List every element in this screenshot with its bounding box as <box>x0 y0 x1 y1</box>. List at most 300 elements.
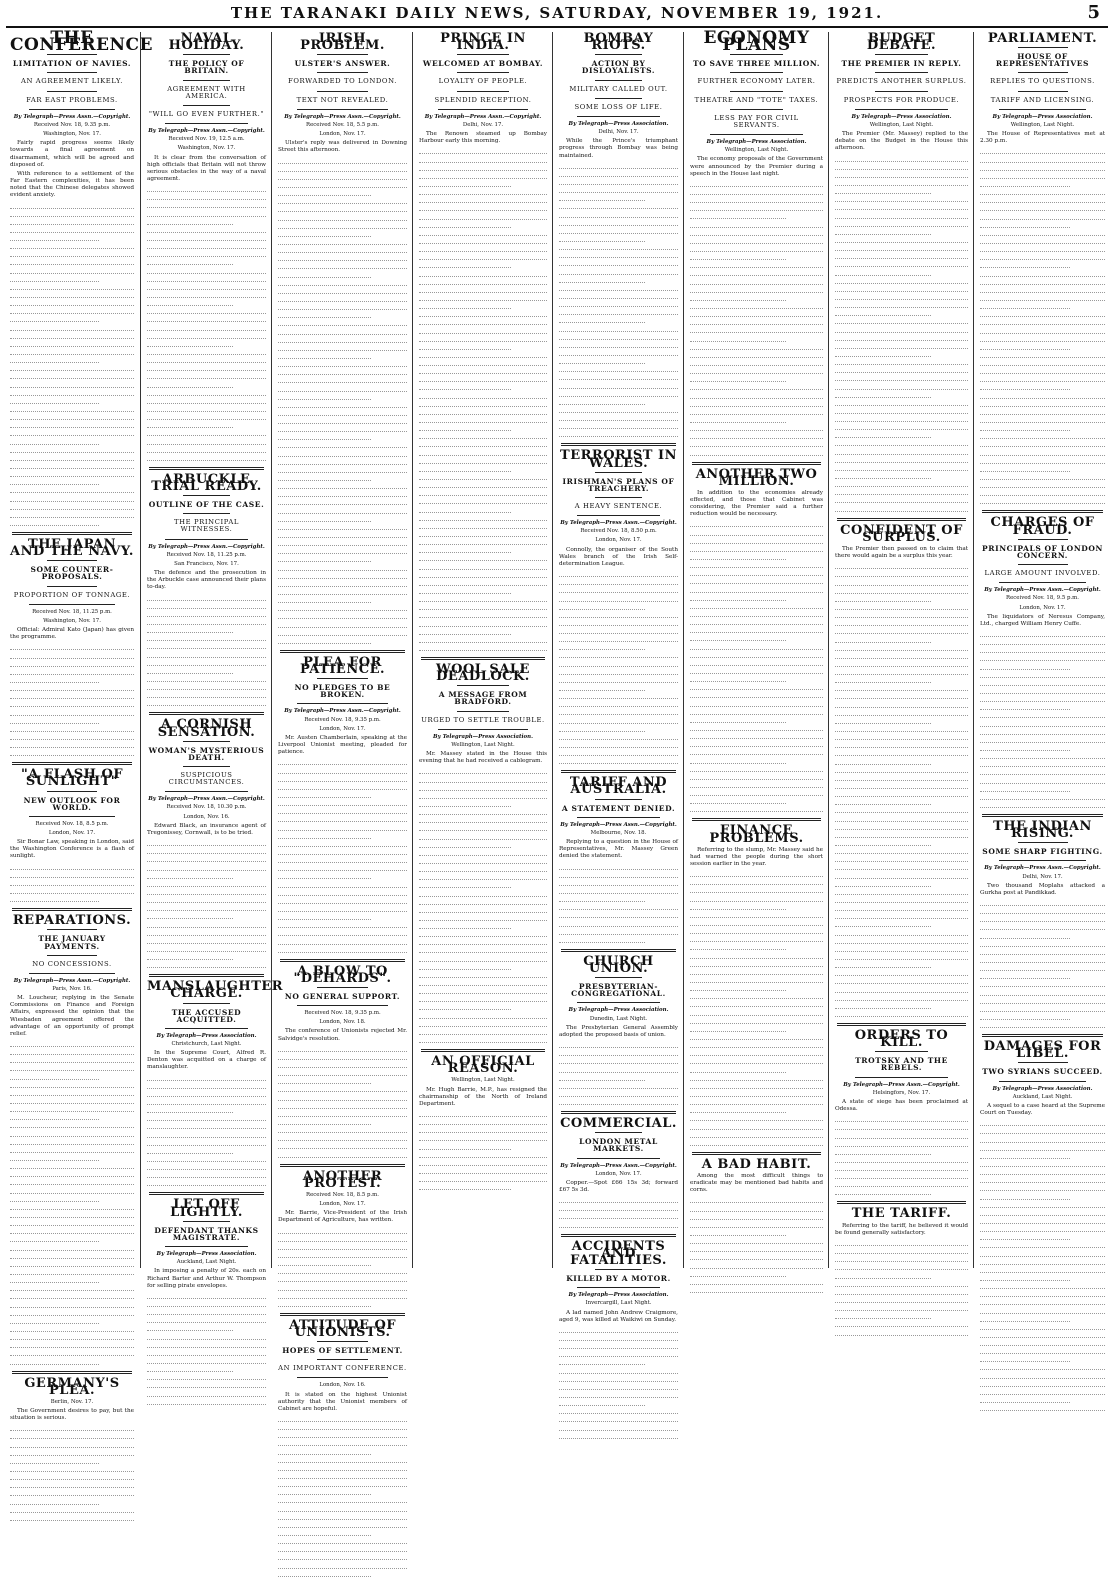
text-line <box>419 867 547 872</box>
article-continuation-text <box>147 841 266 968</box>
text-line <box>147 620 266 625</box>
text-line <box>980 722 1105 727</box>
text-line <box>419 548 511 553</box>
text-line <box>835 222 968 227</box>
article-dateline: Wellington, Last Night. <box>724 147 789 154</box>
text-line <box>690 522 823 527</box>
text-line <box>690 394 823 399</box>
text-line <box>147 612 266 617</box>
text-line <box>835 768 968 773</box>
article <box>147 467 266 707</box>
text-line <box>278 834 371 839</box>
text-line <box>559 889 678 894</box>
article-byline: By Telegraph—Press Assn.—Copyright. <box>13 113 131 120</box>
article-continuation-text <box>278 1047 407 1158</box>
text-line <box>419 532 547 537</box>
text-line <box>419 630 511 635</box>
article-divider <box>149 974 264 977</box>
text-line <box>10 1083 134 1088</box>
text-line <box>10 252 134 257</box>
text-line <box>419 565 547 570</box>
text-line <box>10 1311 134 1316</box>
text-line <box>835 230 931 235</box>
text-line <box>419 459 547 464</box>
text-line <box>419 1161 547 1166</box>
article-received-time: Received Nov. 18, 11.25 p.m. <box>166 551 247 558</box>
text-line <box>980 272 1105 277</box>
text-line <box>278 264 407 269</box>
article-paragraph: While the Prince's triumphant progress through Bombay was being maintained. <box>559 138 678 159</box>
text-line <box>835 1166 968 1171</box>
text-line <box>278 232 371 237</box>
text-line <box>980 1268 1105 1273</box>
text-line <box>278 460 407 465</box>
article-paragraph: The Premier then passed on to claim that there would again be a surplus this year. <box>835 545 968 560</box>
text-line <box>147 644 266 649</box>
headline-rule <box>999 860 1087 861</box>
text-line <box>690 1198 823 1203</box>
text-line <box>690 791 823 796</box>
text-line <box>690 742 823 747</box>
article-byline: By Telegraph—Press Assn.—Copyright. <box>984 587 1101 594</box>
article-dateline: Invercargill, Last Night. <box>585 1300 652 1307</box>
text-line <box>980 442 1105 447</box>
text-line <box>690 921 823 926</box>
text-line <box>559 270 678 275</box>
text-line <box>278 509 407 514</box>
text-line <box>278 525 407 530</box>
text-line <box>10 645 134 650</box>
text-line <box>835 833 968 838</box>
text-line <box>835 303 968 308</box>
article-dateline: Wellington, Last Night. <box>451 741 515 748</box>
text-line <box>835 922 931 927</box>
article-divider <box>982 814 1103 817</box>
article-body <box>980 614 1105 628</box>
headline-rule <box>1018 47 1068 48</box>
column-8 <box>973 32 1111 1268</box>
text-line <box>419 900 547 905</box>
article-continuation-text <box>10 865 134 903</box>
text-line <box>559 416 678 421</box>
article-subheading: WELCOMED AT BOMBAY. <box>422 59 544 69</box>
text-line <box>835 605 968 610</box>
text-line <box>835 328 968 333</box>
text-line <box>278 1055 407 1060</box>
text-line <box>835 751 968 756</box>
article-body <box>147 570 266 591</box>
text-line <box>559 335 678 340</box>
text-line <box>690 296 786 301</box>
text-line <box>147 1335 266 1340</box>
headline-rule <box>183 766 231 767</box>
text-line <box>980 426 1070 431</box>
text-line <box>690 1043 823 1048</box>
text-line <box>559 686 645 691</box>
text-line <box>835 181 968 186</box>
text-line <box>278 541 407 546</box>
article <box>980 1034 1105 1411</box>
text-line <box>10 1270 134 1275</box>
text-line <box>835 1331 968 1336</box>
text-line <box>980 174 1105 179</box>
text-line <box>419 965 511 970</box>
text-line <box>690 693 823 698</box>
text-line <box>835 197 968 202</box>
text-line <box>690 231 823 236</box>
text-line <box>980 320 1105 325</box>
text-line <box>980 206 1105 211</box>
text-line <box>419 247 547 252</box>
text-line <box>147 203 266 208</box>
text-line <box>278 281 407 286</box>
text-line <box>147 269 266 274</box>
text-line <box>147 1400 266 1405</box>
text-line <box>147 1124 266 1129</box>
text-line <box>835 686 968 691</box>
text-line <box>690 426 823 431</box>
text-line <box>559 1409 678 1414</box>
text-line <box>559 294 678 299</box>
text-line <box>559 1223 678 1228</box>
headline-rule <box>317 987 369 988</box>
text-line <box>10 1229 134 1234</box>
text-line <box>419 835 547 840</box>
text-line <box>419 540 547 545</box>
article-paragraph: Edward Black, an insurance agent of Tregonissey, Cornwall, is to be tried. <box>147 822 266 836</box>
text-line <box>10 285 134 290</box>
text-line <box>559 719 678 724</box>
text-line <box>690 1255 823 1260</box>
text-line <box>278 1572 371 1577</box>
headline-rule <box>577 1002 660 1003</box>
headline-rule <box>183 1003 231 1004</box>
headline-rule <box>165 539 248 540</box>
headline-rule <box>577 817 660 818</box>
text-line <box>980 705 1070 710</box>
text-line <box>278 785 407 790</box>
article <box>147 712 266 968</box>
text-line <box>559 1352 678 1357</box>
text-line <box>278 606 407 611</box>
text-line <box>278 1245 407 1250</box>
article-subheading: A HEAVY SENTENCE. <box>574 501 663 510</box>
text-line <box>690 402 823 407</box>
text-line <box>10 366 134 371</box>
text-line <box>278 443 407 448</box>
article-body <box>559 1310 678 1324</box>
text-line <box>278 1153 407 1158</box>
text-line <box>980 491 1105 496</box>
text-line <box>690 1141 823 1146</box>
article-continuation-text <box>419 149 547 651</box>
text-line <box>835 996 968 1001</box>
text-line <box>419 597 547 602</box>
headline-rule <box>183 495 231 496</box>
text-line <box>690 1076 823 1081</box>
text-line <box>419 320 547 325</box>
text-line <box>690 190 823 195</box>
text-line <box>690 547 823 552</box>
text-line <box>690 1133 823 1138</box>
text-line <box>147 1375 266 1380</box>
article-continuation-text <box>559 1043 678 1105</box>
headline-rule <box>1018 564 1068 565</box>
text-line <box>559 1377 678 1382</box>
article <box>147 31 266 461</box>
text-line <box>419 556 547 561</box>
text-line <box>278 1547 407 1552</box>
text-line <box>147 1141 266 1146</box>
newspaper-title: THE TARANAKI DAILY NEWS, SATURDAY, NOVEMBER 19, 1921. <box>230 4 884 22</box>
text-line <box>10 407 134 412</box>
text-line <box>278 1515 407 1520</box>
text-line <box>147 914 233 919</box>
text-line <box>690 1068 786 1073</box>
headline-rule <box>438 109 528 110</box>
article <box>10 28 154 526</box>
text-line <box>147 661 266 666</box>
text-line <box>278 1450 371 1455</box>
text-line <box>278 167 407 172</box>
text-line <box>690 353 823 358</box>
text-line <box>690 345 823 350</box>
text-line <box>835 368 968 373</box>
text-line <box>690 280 823 285</box>
article-byline: By Telegraph—Press Association. <box>851 113 952 120</box>
text-line <box>419 892 547 897</box>
headline-rule <box>317 678 369 679</box>
text-line <box>419 957 547 962</box>
text-line <box>980 215 1105 220</box>
article-subheading: PROSPECTS FOR PRODUCE. <box>843 95 960 104</box>
text-line <box>559 1434 678 1439</box>
article-paragraph: A lad named John Andrew Craigmore, aged 9, was killed at Waikiwi on Sunday. <box>559 1309 678 1323</box>
article-subheading: PRESBYTERIAN-CONGREGATIONAL. <box>571 982 666 999</box>
text-line <box>419 296 547 301</box>
text-line <box>10 374 134 379</box>
text-line <box>278 1490 371 1495</box>
article-headline: A CORNISH SENSATION. <box>157 717 256 740</box>
article-subheading: DEFENDANT THANKS MAGISTRATE. <box>154 1225 259 1242</box>
text-line <box>559 1393 678 1398</box>
text-line <box>147 1326 233 1331</box>
article-continuation-text <box>690 872 823 1146</box>
article-divider <box>561 949 676 952</box>
text-line <box>419 353 547 358</box>
text-line <box>980 934 1070 939</box>
article-continuation-text <box>980 1121 1105 1411</box>
text-line <box>559 1084 678 1089</box>
text-line <box>278 590 407 595</box>
article-subheading: FORWARDED TO LONDON. <box>288 77 397 86</box>
article-subheading: SOME SHARP FIGHTING. <box>982 847 1103 857</box>
text-line <box>278 777 407 782</box>
text-line <box>419 948 547 953</box>
text-line <box>419 613 547 618</box>
article-subheading: FAR EAST PROBLEMS. <box>26 95 118 104</box>
text-line <box>559 913 678 918</box>
article <box>559 1111 678 1228</box>
article-headline: AN OFFICIAL REASON. <box>431 1054 535 1077</box>
text-line <box>559 605 645 610</box>
text-line <box>835 979 968 984</box>
text-line <box>278 940 407 945</box>
article-dateline: Delhi, Nov. 17. <box>462 121 504 128</box>
text-line <box>835 279 968 284</box>
text-line <box>147 882 266 887</box>
article-body <box>690 1173 823 1194</box>
text-line <box>690 783 823 788</box>
text-line <box>559 180 678 185</box>
text-line <box>278 387 407 392</box>
text-line <box>980 1235 1070 1240</box>
text-line <box>419 483 547 488</box>
text-line <box>559 302 678 307</box>
article-continuation-text <box>835 1241 968 1336</box>
text-line <box>10 448 134 453</box>
text-line <box>835 784 968 789</box>
text-line <box>980 1015 1070 1020</box>
text-line <box>10 751 134 756</box>
article-subheading: ULSTER'S ANSWER. <box>294 59 391 69</box>
text-line <box>559 759 678 764</box>
text-line <box>419 467 511 472</box>
text-line <box>10 1075 99 1080</box>
text-line <box>690 929 823 934</box>
headline-rule <box>875 54 928 55</box>
text-line <box>147 1310 266 1315</box>
article-divider <box>561 1111 676 1114</box>
text-line <box>559 621 678 626</box>
text-line <box>419 989 547 994</box>
text-line <box>278 224 407 229</box>
article-continuation-text <box>690 1198 823 1293</box>
article <box>278 31 407 644</box>
article-byline: By Telegraph—Press Assn.—Copyright. <box>148 796 265 803</box>
headline-rule <box>165 1028 248 1029</box>
text-line <box>10 456 134 461</box>
text-line <box>278 403 407 408</box>
article-body <box>147 1268 266 1289</box>
text-line <box>980 312 1105 317</box>
text-line <box>559 629 678 634</box>
text-line <box>278 1417 407 1422</box>
text-line <box>278 419 407 424</box>
text-line <box>980 255 1105 260</box>
text-line <box>559 580 678 585</box>
article-continuation-text <box>980 901 1105 1028</box>
article-subheading: REPLIES TO QUESTIONS. <box>990 77 1095 86</box>
text-line <box>980 1382 1105 1387</box>
article-paragraph: The defence and the prosecution in the Arbuckle case announced their plans to-day. <box>147 570 266 591</box>
article-headline: BUDGET DEBATE. <box>866 31 937 54</box>
text-line <box>10 1156 99 1161</box>
article <box>690 462 823 813</box>
text-line <box>980 1292 1105 1297</box>
article-body <box>278 1392 407 1413</box>
headline-rule <box>457 91 508 92</box>
article-body <box>10 140 134 199</box>
text-line <box>278 1128 407 1133</box>
text-line <box>835 466 968 471</box>
article-paragraph: A state of siege has been proclaimed at Odessa. <box>835 1098 968 1113</box>
text-line <box>835 1012 968 1017</box>
text-line <box>278 809 407 814</box>
text-line <box>147 939 266 944</box>
headline-rule <box>317 91 369 92</box>
text-line <box>980 182 1070 187</box>
text-line <box>278 639 371 644</box>
article-subheading: URGED TO SETTLE TROUBLE. <box>421 715 545 724</box>
text-line <box>690 1223 823 1228</box>
text-line <box>835 401 968 406</box>
text-line <box>278 769 407 774</box>
headline-rule <box>875 72 928 73</box>
text-line <box>835 735 968 740</box>
text-line <box>980 247 1105 252</box>
text-line <box>10 889 134 894</box>
text-line <box>559 1068 678 1073</box>
text-line <box>278 533 407 538</box>
article <box>10 532 134 756</box>
article-divider <box>837 518 966 521</box>
headline-rule <box>875 1051 928 1052</box>
text-line <box>10 1426 134 1431</box>
text-line <box>980 754 1105 759</box>
text-line <box>278 891 407 896</box>
text-line <box>419 1022 547 1027</box>
article-subheading: PREDICTS ANOTHER SURPLUS. <box>836 77 967 86</box>
text-line <box>147 195 266 200</box>
text-line <box>10 678 99 683</box>
headline-rule <box>577 515 660 516</box>
text-line <box>690 734 823 739</box>
text-line <box>278 175 407 180</box>
text-line <box>278 1507 407 1512</box>
article-continuation-text <box>559 1328 678 1439</box>
article-received-time: Received Nov. 18, 9.35 p.m. <box>304 716 381 723</box>
article-headline: CONFIDENT OF SURPLUS. <box>840 522 963 545</box>
article <box>559 31 678 437</box>
text-line <box>10 220 134 225</box>
article-byline: By Telegraph—Press Association. <box>568 1007 669 1014</box>
article-divider <box>837 1201 966 1204</box>
text-line <box>690 888 823 893</box>
text-line <box>147 636 266 641</box>
text-line <box>980 762 1105 767</box>
text-line <box>559 384 678 389</box>
text-line <box>147 1092 266 1097</box>
headline-rule <box>710 134 803 135</box>
text-line <box>10 317 99 322</box>
text-line <box>419 1030 547 1035</box>
text-line <box>980 483 1105 488</box>
article-received-time: Received Nov. 18, 11.25 p.m. <box>32 608 112 615</box>
headline-rule <box>457 685 508 686</box>
text-line <box>690 271 823 276</box>
text-line <box>419 622 547 627</box>
text-line <box>147 955 233 960</box>
text-line <box>559 588 678 593</box>
text-line <box>147 841 266 846</box>
text-line <box>980 1252 1105 1257</box>
article-subheading: SOME COUNTER-PROPOSALS. <box>30 565 114 582</box>
article-paragraph: The Premier (Mr. Massey) replied to the debate on the Budget in the House this afternoon. <box>835 131 968 152</box>
text-line <box>690 945 786 950</box>
text-line <box>980 329 1105 334</box>
article-subheading: IRISHMAN'S PLANS OF TREACHERY. <box>562 476 675 493</box>
